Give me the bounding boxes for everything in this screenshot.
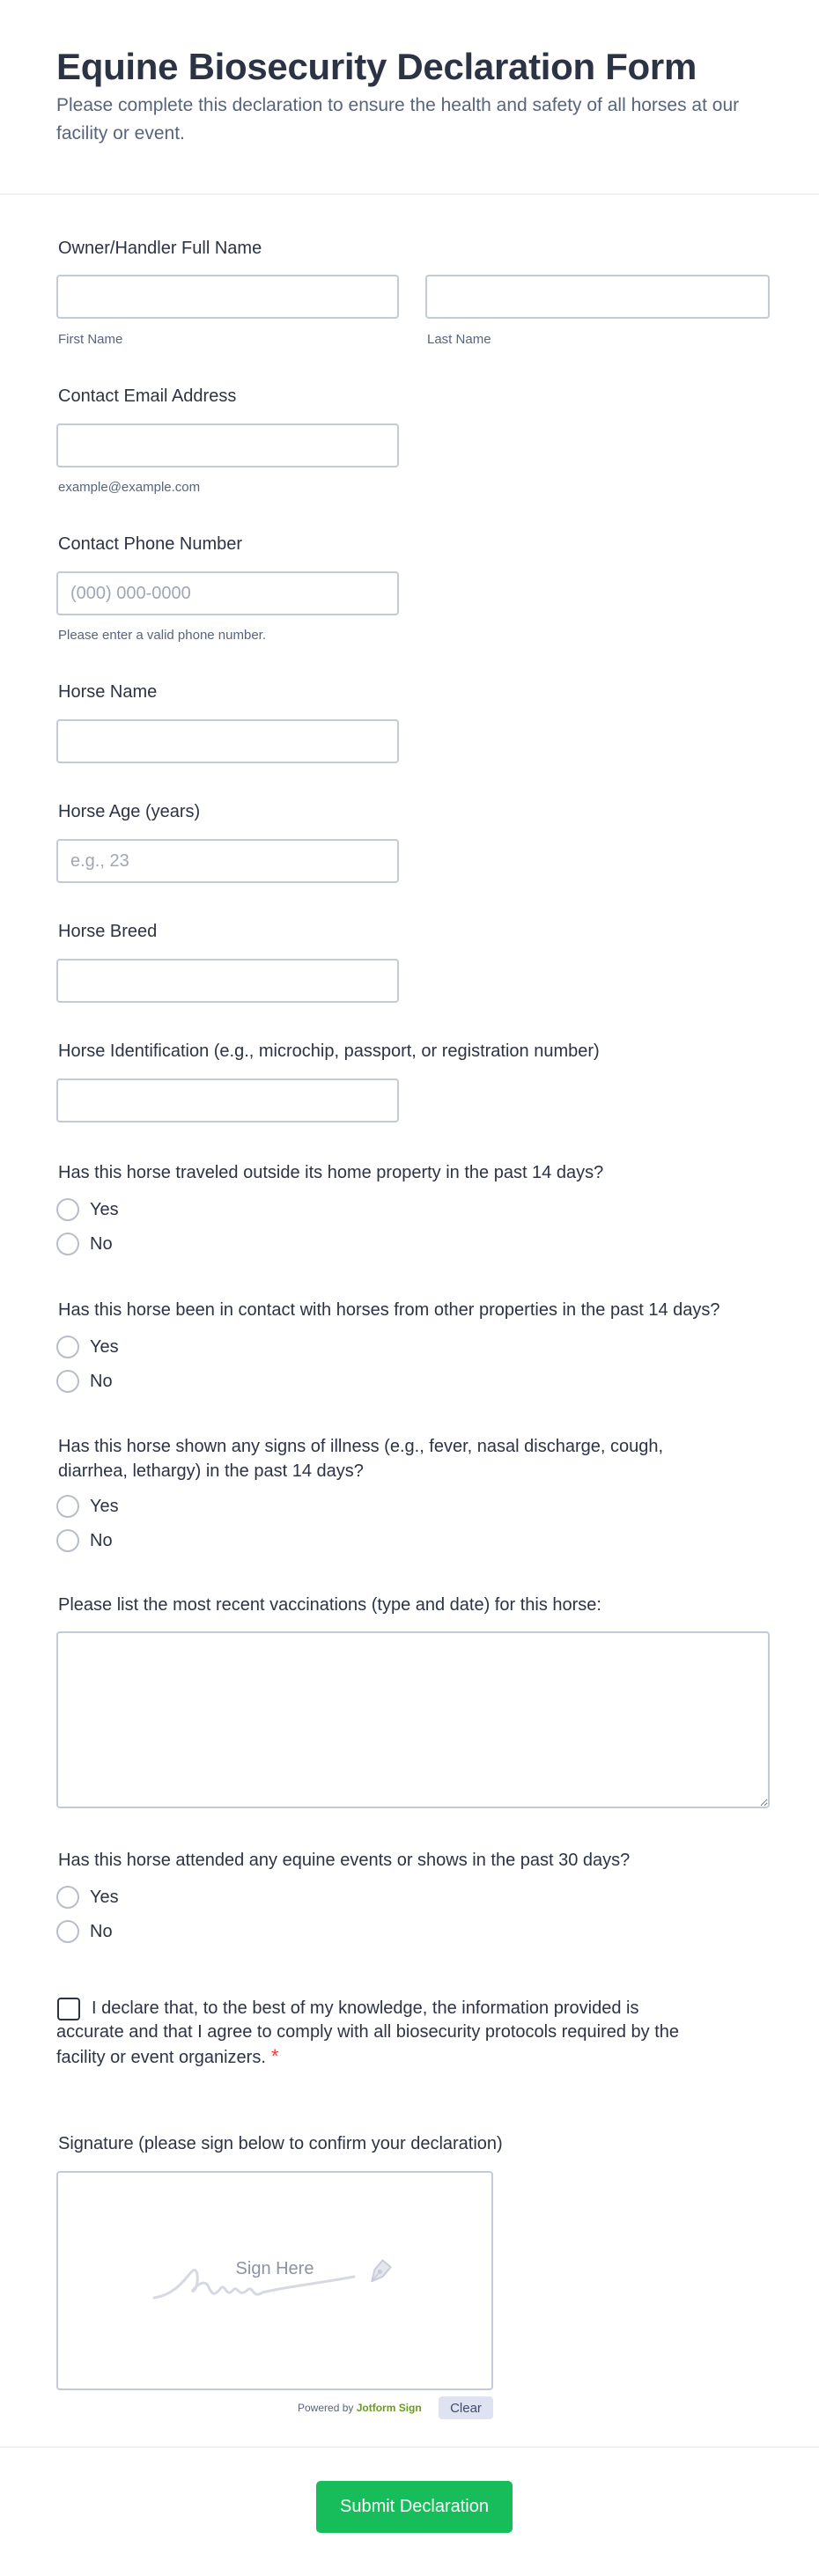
signature-label: Signature (please sign below to confirm your declaration)	[58, 2134, 503, 2153]
radio-button[interactable]	[56, 1495, 79, 1518]
radio-button[interactable]	[56, 1370, 79, 1393]
contact-no-option[interactable]	[56, 1368, 113, 1395]
radio-label: No	[90, 1233, 113, 1254]
radio-label: Yes	[90, 1199, 119, 1219]
illness-question-label: Has this horse shown any signs of illness (e.g., fever, nasal discharge, cough, diarrhea, lethargy) in the past 14 days?	[58, 1437, 664, 1481]
form-subtitle: Please complete this declaration to ensure the health and safety of all horses at our facility or event.	[56, 95, 740, 144]
horse-breed-input[interactable]	[56, 959, 399, 1003]
travel-question-label: Has this horse traveled outside its home property in the past 14 days?	[58, 1163, 604, 1182]
submit-button[interactable]: Submit Declaration	[316, 2481, 513, 2533]
horse-age-label: Horse Age (years)	[58, 802, 201, 821]
contact-yes-option[interactable]	[56, 1334, 119, 1360]
form-footer	[0, 2447, 819, 2576]
radio-button[interactable]	[56, 1886, 79, 1909]
horse-breed-label: Horse Breed	[58, 922, 158, 941]
email-label: Contact Email Address	[58, 386, 237, 406]
first-name-input[interactable]	[56, 275, 399, 319]
radio-button[interactable]	[56, 1336, 79, 1358]
events-no-option[interactable]	[56, 1918, 113, 1945]
phone-label: Contact Phone Number	[58, 534, 243, 554]
travel-yes-option[interactable]	[56, 1196, 119, 1223]
travel-no-option[interactable]	[56, 1231, 113, 1257]
last-name-input[interactable]	[425, 275, 770, 319]
jotform-sign-brand: Jotform Sign	[356, 2402, 422, 2414]
illness-yes-option[interactable]	[56, 1493, 119, 1520]
declaration-text: I declare that, to the best of my knowledge, the information provided is accurate and that I agree to comply with all biosecurity protocols required by the facility or event organizers.	[56, 1998, 680, 2067]
sign-here-placeholder: Sign Here	[235, 2259, 314, 2278]
radio-label: Yes	[90, 1887, 119, 1907]
illness-no-option[interactable]	[56, 1527, 113, 1554]
vaccinations-label: Please list the most recent vaccinations (type and date) for this horse:	[58, 1595, 601, 1615]
first-name-sublabel: First Name	[58, 332, 123, 347]
contact-question-label: Has this horse been in contact with horses from other properties in the past 14 days?	[58, 1300, 720, 1320]
horse-id-input[interactable]	[56, 1078, 399, 1122]
radio-button[interactable]	[56, 1233, 79, 1255]
radio-button[interactable]	[56, 1198, 79, 1221]
radio-label: Yes	[90, 1336, 119, 1357]
clear-signature-button[interactable]: Clear	[439, 2396, 493, 2419]
required-asterisk: *	[270, 2045, 279, 2067]
last-name-sublabel: Last Name	[427, 332, 491, 347]
vaccinations-textarea[interactable]	[56, 1631, 770, 1808]
radio-label: Yes	[90, 1496, 119, 1516]
phone-input[interactable]	[56, 571, 399, 615]
form-title: Equine Biosecurity Declaration Form	[56, 46, 697, 87]
horse-id-label: Horse Identification (e.g., microchip, passport, or registration number)	[58, 1041, 600, 1061]
events-yes-option[interactable]	[56, 1884, 119, 1910]
horse-name-label: Horse Name	[58, 682, 158, 702]
form-header	[0, 0, 819, 195]
powered-by	[298, 2396, 422, 2419]
radio-label: No	[90, 1371, 113, 1391]
signature-pad[interactable]	[56, 2171, 493, 2390]
radio-label: No	[90, 1530, 113, 1550]
email-sublabel: example@example.com	[58, 480, 201, 495]
owner-name-label: Owner/Handler Full Name	[58, 239, 262, 258]
phone-sublabel: Please enter a valid phone number.	[58, 628, 266, 643]
events-question-label: Has this horse attended any equine events or shows in the past 30 days?	[58, 1851, 631, 1870]
declaration-block	[56, 1997, 690, 2070]
radio-button[interactable]	[56, 1920, 79, 1943]
horse-age-input[interactable]	[56, 839, 399, 883]
email-input[interactable]	[56, 423, 399, 467]
powered-by-text: Powered by	[298, 2402, 354, 2414]
radio-label: No	[90, 1921, 113, 1941]
horse-name-input[interactable]	[56, 719, 399, 763]
radio-button[interactable]	[56, 1529, 79, 1552]
